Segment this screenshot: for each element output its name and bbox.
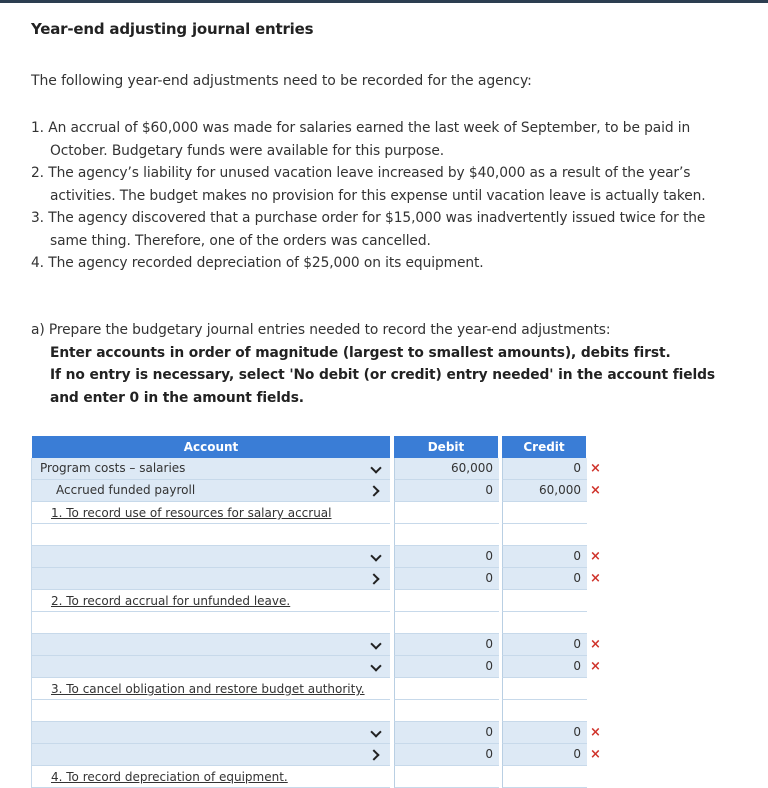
debit-cell: [394, 590, 499, 612]
credit-input[interactable]: [502, 458, 587, 480]
chevron-down-icon: [370, 660, 381, 671]
part-a-instruction-1: Enter accounts in order of magnitude (largest to smallest amounts), debits first.: [50, 344, 671, 361]
debit-cell: [394, 700, 499, 722]
incorrect-icon: ×: [590, 747, 601, 762]
credit-cell: [502, 766, 587, 788]
memo-cell: [32, 590, 390, 612]
credit-value: 0: [573, 725, 581, 739]
debit-input[interactable]: [394, 744, 499, 766]
spacer-row: [32, 612, 586, 634]
dropdown-toggle[interactable]: [358, 722, 390, 744]
account-name: Program costs – salaries: [40, 461, 186, 475]
part-a-prompt: a) Prepare the budgetary journal entries needed to record the year-end adjustments:: [31, 322, 611, 338]
journal-row: [32, 634, 612, 656]
spacer-row: [32, 700, 586, 722]
incorrect-icon: ×: [590, 725, 601, 740]
credit-value: 0: [573, 637, 581, 651]
credit-input[interactable]: [502, 744, 587, 766]
account-select[interactable]: [32, 744, 358, 766]
credit-value: 0: [573, 571, 581, 585]
credit-input[interactable]: [502, 634, 587, 656]
account-cell: [32, 612, 358, 634]
account-select[interactable]: [32, 634, 358, 656]
debit-input[interactable]: [394, 458, 499, 480]
chevron-right-icon: [368, 749, 379, 760]
chevron-down-icon: [370, 638, 381, 649]
debit-value: 0: [485, 659, 493, 673]
memo-cell: [32, 502, 390, 524]
memo-row: [32, 766, 586, 788]
dropdown-toggle[interactable]: [358, 458, 390, 480]
memo-row: [32, 502, 586, 524]
account-cell: [32, 700, 358, 722]
debit-value: 60,000: [451, 461, 493, 475]
dropdown-toggle[interactable]: [358, 656, 390, 678]
credit-value: 60,000: [539, 483, 581, 497]
intro-text: The following year-end adjustments need to be recorded for the agency:: [31, 73, 532, 89]
incorrect-icon: ×: [590, 483, 601, 498]
entry-memo: 4. To record depreciation of equipment.: [51, 770, 288, 784]
dropdown-toggle[interactable]: [358, 480, 390, 502]
credit-value: 0: [573, 659, 581, 673]
debit-value: 0: [485, 747, 493, 761]
top-border: [0, 0, 768, 3]
account-cell: [32, 524, 358, 546]
credit-cell: [502, 678, 587, 700]
debit-input[interactable]: [394, 568, 499, 590]
memo-cell: [32, 766, 390, 788]
table-left-border: [31, 458, 32, 788]
dropdown-cell: [358, 524, 390, 546]
debit-cell: [394, 524, 499, 546]
account-select[interactable]: [32, 546, 358, 568]
debit-value: 0: [485, 725, 493, 739]
journal-row: [32, 722, 612, 744]
incorrect-icon: ×: [590, 659, 601, 674]
spacer-row: [32, 524, 586, 546]
credit-input[interactable]: [502, 568, 587, 590]
credit-cell: [502, 590, 587, 612]
adjustment-item: 3. The agency discovered that a purchase order for $15,000 was inadvertently issued twice for the same thing. Therefore, one of the orders was cancelled.: [31, 210, 706, 249]
entry-memo: 1. To record use of resources for salary accrual: [51, 506, 332, 520]
account-select[interactable]: [32, 568, 358, 590]
incorrect-icon: ×: [590, 549, 601, 564]
dropdown-cell: [358, 700, 390, 722]
debit-input[interactable]: [394, 546, 499, 568]
credit-cell: [502, 612, 587, 634]
header-debit: Debit: [394, 436, 498, 458]
incorrect-icon: ×: [590, 571, 601, 586]
journal-row: [32, 480, 612, 502]
debit-input[interactable]: [394, 722, 499, 744]
entry-memo: 3. To cancel obligation and restore budget authority.: [51, 682, 365, 696]
dropdown-toggle[interactable]: [358, 546, 390, 568]
debit-cell: [394, 612, 499, 634]
entry-memo: 2. To record accrual for unfunded leave.: [51, 594, 291, 608]
journal-row: [32, 744, 612, 766]
chevron-right-icon: [368, 485, 379, 496]
journal-row: [32, 546, 612, 568]
debit-value: 0: [485, 571, 493, 585]
dropdown-cell: [358, 612, 390, 634]
debit-value: 0: [485, 549, 493, 563]
chevron-right-icon: [368, 573, 379, 584]
dropdown-toggle[interactable]: [358, 634, 390, 656]
dropdown-toggle[interactable]: [358, 568, 390, 590]
journal-row: [32, 656, 612, 678]
account-name: Accrued funded payroll: [56, 483, 196, 497]
adjustment-item: 2. The agency’s liability for unused vacation leave increased by $40,000 as a result of the year’s activities. The budget makes no provision for this expense until vacation leave is actually taken.: [31, 165, 706, 204]
part-a-instruction-2: If no entry is necessary, select 'No debit (or credit) entry needed' in the account fields and enter 0 in the amount fields.: [50, 367, 716, 406]
credit-value: 0: [573, 461, 581, 475]
adjustment-item: 1. An accrual of $60,000 was made for salaries earned the last week of September, to be paid in October. Budgetary funds were available for this purpose.: [31, 120, 691, 159]
credit-cell: [502, 502, 587, 524]
debit-input[interactable]: [394, 634, 499, 656]
dropdown-toggle[interactable]: [358, 744, 390, 766]
credit-input[interactable]: [502, 546, 587, 568]
header-account: Account: [32, 436, 390, 458]
debit-cell: [394, 678, 499, 700]
credit-cell: [502, 524, 587, 546]
debit-input[interactable]: [394, 480, 499, 502]
credit-input[interactable]: [502, 656, 587, 678]
memo-row: [32, 678, 586, 700]
account-select[interactable]: [32, 656, 358, 678]
credit-input[interactable]: [502, 480, 587, 502]
adjustments-list: [31, 117, 731, 275]
credit-cell: [502, 700, 587, 722]
debit-value: 0: [485, 637, 493, 651]
incorrect-icon: ×: [590, 637, 601, 652]
debit-cell: [394, 766, 499, 788]
account-select[interactable]: [32, 722, 358, 744]
debit-value: 0: [485, 483, 493, 497]
credit-value: 0: [573, 549, 581, 563]
account-select[interactable]: [32, 480, 358, 502]
memo-row: [32, 590, 586, 612]
debit-cell: [394, 502, 499, 524]
chevron-down-icon: [370, 462, 381, 473]
page-title: Year-end adjusting journal entries: [31, 20, 314, 38]
chevron-down-icon: [370, 726, 381, 737]
journal-row: [32, 568, 612, 590]
chevron-down-icon: [370, 550, 381, 561]
credit-value: 0: [573, 747, 581, 761]
journal-row: [32, 458, 612, 480]
account-select[interactable]: [32, 458, 358, 480]
header-credit: Credit: [502, 436, 586, 458]
credit-input[interactable]: [502, 722, 587, 744]
adjustment-item: 4. The agency recorded depreciation of $25,000 on its equipment.: [31, 255, 484, 271]
debit-input[interactable]: [394, 656, 499, 678]
part-a-instructions: [31, 319, 731, 409]
memo-cell: [32, 678, 390, 700]
incorrect-icon: ×: [590, 461, 601, 476]
